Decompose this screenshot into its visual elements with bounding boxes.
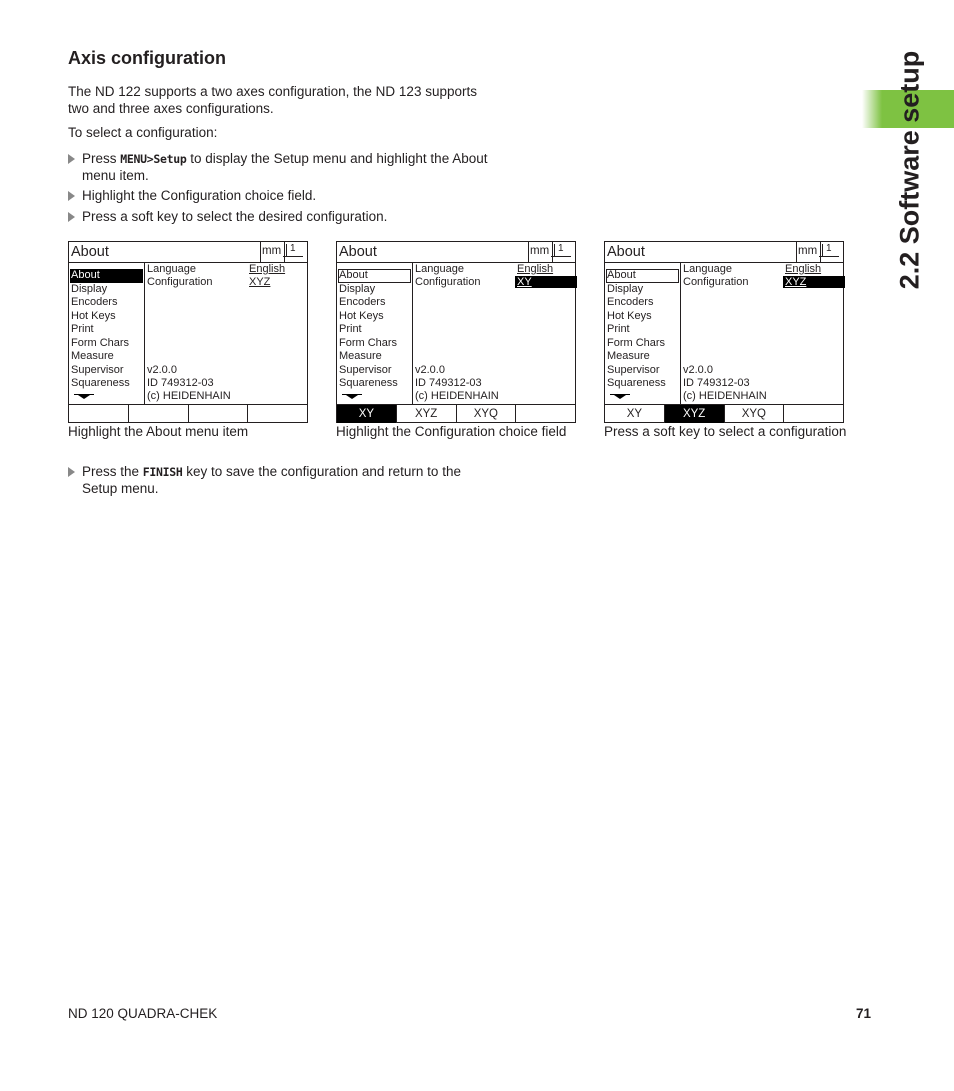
caption-3: Press a soft key to select a configuration bbox=[604, 424, 847, 439]
language-label: Language bbox=[683, 263, 732, 275]
step-1-line-2: menu item. bbox=[82, 167, 149, 183]
scroll-down-arrow-icon bbox=[338, 391, 411, 405]
id-text: ID 749312-03 bbox=[683, 377, 750, 389]
softkey-xy[interactable]: XY bbox=[337, 405, 397, 423]
axis-indicator-icon: 1 bbox=[558, 243, 564, 254]
caption-1: Highlight the About menu item bbox=[68, 424, 249, 439]
unit-label: mm bbox=[530, 245, 550, 257]
scroll-down-arrow-icon bbox=[70, 391, 143, 405]
menu-item-squareness[interactable]: Squareness bbox=[71, 377, 130, 389]
footer-product: ND 120 QUADRA-CHEK bbox=[68, 1006, 218, 1021]
language-value[interactable]: English bbox=[517, 263, 554, 275]
step-2-text: Highlight the Configuration choice field. bbox=[82, 188, 317, 203]
side-tab-fade bbox=[862, 90, 882, 128]
menu-item-display[interactable]: Display bbox=[339, 282, 376, 295]
menu-item-print[interactable]: Print bbox=[607, 323, 630, 335]
step-1-post: to display the Setup menu and highlight the About bbox=[186, 151, 488, 166]
menu-item-print[interactable]: Print bbox=[71, 323, 94, 335]
menu-item-squareness[interactable]: Squareness bbox=[339, 377, 398, 389]
softkey-xyz[interactable]: XYZ bbox=[665, 405, 725, 423]
screen-title: About bbox=[71, 244, 109, 260]
menu-item-encoders[interactable]: Encoders bbox=[607, 296, 654, 308]
softkey-xyz[interactable]: XYZ bbox=[397, 405, 457, 423]
menu-item-supervisor[interactable]: Supervisor bbox=[607, 363, 660, 376]
copyright-text: (c) HEIDENHAIN bbox=[147, 390, 231, 402]
step-4-pre: Press the bbox=[82, 464, 143, 479]
step-1-key: MENU>Setup bbox=[120, 152, 187, 166]
screen-softkey-selected bbox=[604, 241, 844, 423]
softkey-4[interactable] bbox=[516, 405, 575, 423]
menu-item-display[interactable]: Display bbox=[71, 282, 108, 295]
step-4 bbox=[68, 464, 461, 497]
softkey-bar bbox=[69, 404, 307, 423]
step-bullet-icon bbox=[68, 467, 75, 477]
softkey-xy[interactable]: XY bbox=[605, 405, 665, 423]
unit-label: mm bbox=[262, 245, 282, 257]
menu-item-measure[interactable]: Measure bbox=[607, 350, 650, 362]
menu-item-measure[interactable]: Measure bbox=[339, 350, 382, 362]
menu-item-hot-keys[interactable]: Hot Keys bbox=[607, 309, 652, 322]
section-side-title: 2.2 Software setup bbox=[894, 50, 925, 290]
menu-item-display[interactable]: Display bbox=[607, 282, 644, 295]
intro-paragraph bbox=[68, 84, 477, 117]
softkey-2[interactable] bbox=[129, 405, 189, 423]
configuration-label: Configuration bbox=[147, 276, 213, 288]
menu-item-encoders[interactable]: Encoders bbox=[339, 296, 386, 308]
softkey-xyq[interactable]: XYQ bbox=[725, 405, 785, 423]
language-label: Language bbox=[147, 263, 196, 275]
step-4-key: FINISH bbox=[142, 465, 183, 479]
configuration-value-highlighted[interactable]: XY bbox=[515, 276, 577, 288]
screen-title: About bbox=[607, 244, 645, 260]
menu-item-supervisor[interactable]: Supervisor bbox=[339, 363, 392, 376]
menu-item-about[interactable]: About bbox=[70, 269, 143, 283]
step-3-text: Press a soft key to select the desired configuration. bbox=[82, 209, 388, 224]
version-text: v2.0.0 bbox=[683, 364, 713, 376]
menu-item-supervisor[interactable]: Supervisor bbox=[71, 363, 124, 376]
axis-indicator-icon: 1 bbox=[290, 243, 296, 254]
menu-item-about[interactable]: About bbox=[606, 269, 679, 283]
softkey-xyq[interactable]: XYQ bbox=[457, 405, 517, 423]
screen-about-highlighted bbox=[68, 241, 308, 423]
menu-item-hot-keys[interactable]: Hot Keys bbox=[71, 309, 116, 322]
axis-indicator-icon: 1 bbox=[826, 243, 832, 254]
setup-menu bbox=[606, 269, 679, 404]
version-text: v2.0.0 bbox=[147, 364, 177, 376]
caption-2: Highlight the Configuration choice field bbox=[336, 424, 567, 439]
menu-item-encoders[interactable]: Encoders bbox=[71, 296, 118, 308]
softkey-1[interactable] bbox=[69, 405, 129, 423]
select-instruction: To select a configuration: bbox=[68, 125, 218, 140]
configuration-value[interactable]: XYZ bbox=[249, 276, 271, 288]
step-bullet-icon bbox=[68, 212, 75, 222]
configuration-label: Configuration bbox=[415, 276, 481, 288]
softkey-bar bbox=[605, 404, 843, 423]
id-text: ID 749312-03 bbox=[147, 377, 214, 389]
step-1-pre: Press bbox=[82, 151, 121, 166]
section-heading: Axis configuration bbox=[68, 48, 227, 68]
copyright-text: (c) HEIDENHAIN bbox=[415, 390, 499, 402]
screen-configuration-highlighted bbox=[336, 241, 576, 423]
softkey-4[interactable] bbox=[248, 405, 307, 423]
setup-menu bbox=[338, 269, 411, 404]
menu-item-print[interactable]: Print bbox=[339, 323, 362, 335]
page-number: 71 bbox=[856, 1006, 872, 1021]
step-bullet-icon bbox=[68, 154, 75, 164]
version-text: v2.0.0 bbox=[415, 364, 445, 376]
language-value[interactable]: English bbox=[249, 263, 286, 275]
id-text: ID 749312-03 bbox=[415, 377, 482, 389]
menu-item-form-chars[interactable]: Form Chars bbox=[71, 336, 130, 349]
scroll-down-arrow-icon bbox=[606, 391, 679, 405]
softkey-bar bbox=[337, 404, 575, 423]
menu-item-about[interactable]: About bbox=[338, 269, 411, 283]
softkey-4[interactable] bbox=[784, 405, 843, 423]
intro-line-1: The ND 122 supports a two axes configuration, the ND 123 supports bbox=[68, 84, 477, 99]
menu-item-form-chars[interactable]: Form Chars bbox=[339, 336, 398, 349]
copyright-text: (c) HEIDENHAIN bbox=[683, 390, 767, 402]
language-label: Language bbox=[415, 263, 464, 275]
intro-line-2: two and three axes configurations. bbox=[68, 100, 274, 116]
unit-label: mm bbox=[798, 245, 818, 257]
language-value[interactable]: English bbox=[785, 263, 822, 275]
step-2 bbox=[68, 188, 316, 205]
menu-item-squareness[interactable]: Squareness bbox=[607, 377, 666, 389]
step-3 bbox=[68, 209, 387, 226]
step-bullet-icon bbox=[68, 191, 75, 201]
menu-item-hot-keys[interactable]: Hot Keys bbox=[339, 309, 384, 322]
step-4-post: key to save the configuration and return to the bbox=[182, 464, 461, 479]
configuration-label: Configuration bbox=[683, 276, 749, 288]
setup-menu bbox=[70, 269, 143, 404]
step-4-line-2: Setup menu. bbox=[82, 480, 159, 496]
step-1 bbox=[68, 151, 487, 184]
configuration-value-highlighted[interactable]: XYZ bbox=[783, 276, 845, 288]
screen-title: About bbox=[339, 244, 377, 260]
softkey-3[interactable] bbox=[189, 405, 249, 423]
menu-item-measure[interactable]: Measure bbox=[71, 350, 114, 362]
menu-item-form-chars[interactable]: Form Chars bbox=[607, 336, 666, 349]
